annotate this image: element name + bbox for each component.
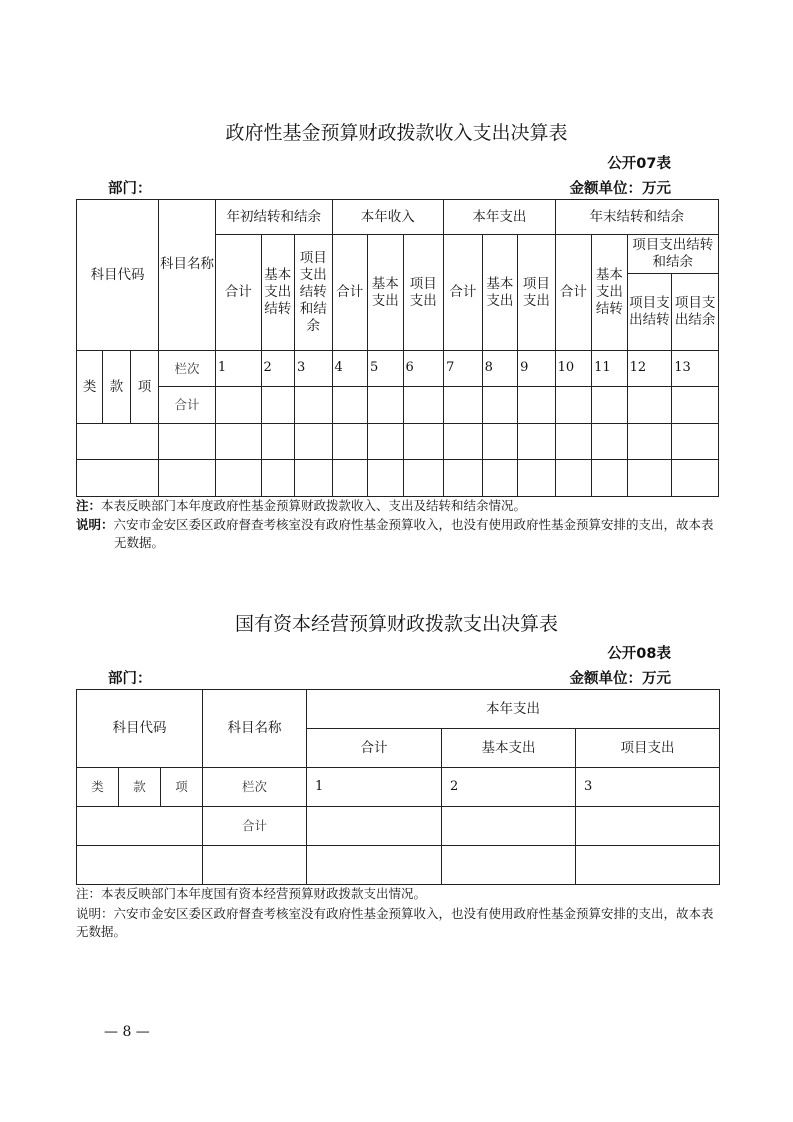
income-total-header: 合计 [332, 235, 367, 351]
end-project-header: 项目支出结转和结余 [627, 235, 718, 274]
end-project-carry-header: 项目支出结转 [627, 274, 672, 351]
col-number: 2 [442, 768, 576, 807]
section2-form-no: 公开08表 [607, 646, 671, 662]
section2-unit-label: 金额单位：万元 [569, 671, 671, 687]
table-row [77, 460, 719, 497]
total-header: 合计 [307, 729, 442, 768]
begin-project-header: 项目支出结转和结余 [295, 235, 333, 351]
table-cell [555, 387, 592, 424]
end-project-balance-header: 项目支出结余 [672, 274, 719, 351]
table-row [77, 846, 720, 885]
table-cell [332, 387, 367, 424]
end-total-header: 合计 [555, 235, 592, 351]
table-cell [261, 387, 294, 424]
total-row-label: 合计 [203, 807, 307, 846]
table-cell [295, 387, 333, 424]
begin-balance-header: 年初结转和结余 [215, 200, 332, 235]
xiang-label: 项 [130, 351, 158, 424]
section1-note: 注：本表反映部门本年度政府性基金预算财政拨款收入、支出及结转和结余情况。 [76, 498, 527, 513]
expense-header: 本年支出 [444, 200, 556, 235]
code-header: 科目代码 [77, 200, 159, 351]
lanci-label: 栏次 [203, 768, 307, 807]
income-basic-header: 基本支出 [368, 235, 403, 351]
col-number: 1 [215, 351, 261, 387]
col-number: 3 [576, 768, 720, 807]
lei-label: 类 [77, 768, 119, 807]
col-number: 13 [672, 351, 719, 387]
section2-title: 国有资本经营预算财政拨款支出决算表 [234, 613, 558, 635]
table-cell [576, 807, 720, 846]
col-number: 12 [627, 351, 672, 387]
section1-table [76, 199, 719, 497]
col-number: 8 [482, 351, 517, 387]
code-header: 科目代码 [77, 690, 203, 768]
basic-exp-header: 基本支出 [442, 729, 576, 768]
table-cell [215, 387, 261, 424]
expense-total-header: 合计 [444, 235, 483, 351]
table-cell [592, 387, 627, 424]
table-cell [403, 387, 444, 424]
name-header: 科目名称 [203, 690, 307, 768]
total-row-label: 合计 [159, 387, 216, 424]
table-cell [307, 807, 442, 846]
col-number: 9 [518, 351, 556, 387]
lanci-label: 栏次 [159, 351, 216, 387]
col-number: 2 [261, 351, 294, 387]
income-header: 本年收入 [332, 200, 444, 235]
expense-header: 本年支出 [307, 690, 720, 729]
table-cell [77, 807, 203, 846]
section1-title: 政府性基金预算财政拨款收入支出决算表 [225, 122, 568, 144]
table-row [77, 424, 719, 460]
xiang-label: 项 [161, 768, 203, 807]
table-cell [442, 807, 576, 846]
col-number: 6 [403, 351, 444, 387]
income-project-header: 项目支出 [403, 235, 444, 351]
name-header: 科目名称 [159, 200, 216, 351]
col-number: 10 [555, 351, 592, 387]
section2-dept-label: 部门： [108, 671, 152, 687]
section1-explain: 说明：六安市金安区委区政府督查考核室没有政府性基金预算收入，也没有使用政府性基金预算安排的支出，故本表无数据。 [76, 517, 714, 550]
section2-explain: 说明：六安市金安区委区政府督查考核室没有政府性基金预算收入，也没有使用政府性基金预算安排的支出，故本表无数据。 [76, 906, 714, 939]
kuan-label: 款 [119, 768, 161, 807]
begin-total-header: 合计 [215, 235, 261, 351]
col-number: 7 [444, 351, 483, 387]
section1-dept-label: 部门： [108, 181, 152, 197]
col-number: 4 [332, 351, 367, 387]
begin-basic-header: 基本支出结转 [261, 235, 294, 351]
lei-label: 类 [77, 351, 103, 424]
expense-basic-header: 基本支出 [482, 235, 517, 351]
col-number: 3 [295, 351, 333, 387]
col-number: 1 [307, 768, 442, 807]
kuan-label: 款 [103, 351, 130, 424]
col-number: 11 [592, 351, 627, 387]
table-cell [627, 387, 672, 424]
table-cell [482, 387, 517, 424]
table-cell [672, 387, 719, 424]
section1-unit-label: 金额单位：万元 [569, 181, 671, 197]
expense-project-header: 项目支出 [518, 235, 556, 351]
table-cell [368, 387, 403, 424]
section2-table [76, 689, 720, 885]
section1-form-no: 公开07表 [607, 156, 671, 172]
end-balance-header: 年末结转和结余 [555, 200, 718, 235]
end-basic-header: 基本支出结转 [592, 235, 627, 351]
col-number: 5 [368, 351, 403, 387]
section2-note: 注：本表反映部门本年度国有资本经营预算财政拨款支出情况。 [76, 886, 427, 901]
page-number: — 8 — [104, 1024, 150, 1040]
table-cell [518, 387, 556, 424]
project-exp-header: 项目支出 [576, 729, 720, 768]
table-cell [444, 387, 483, 424]
